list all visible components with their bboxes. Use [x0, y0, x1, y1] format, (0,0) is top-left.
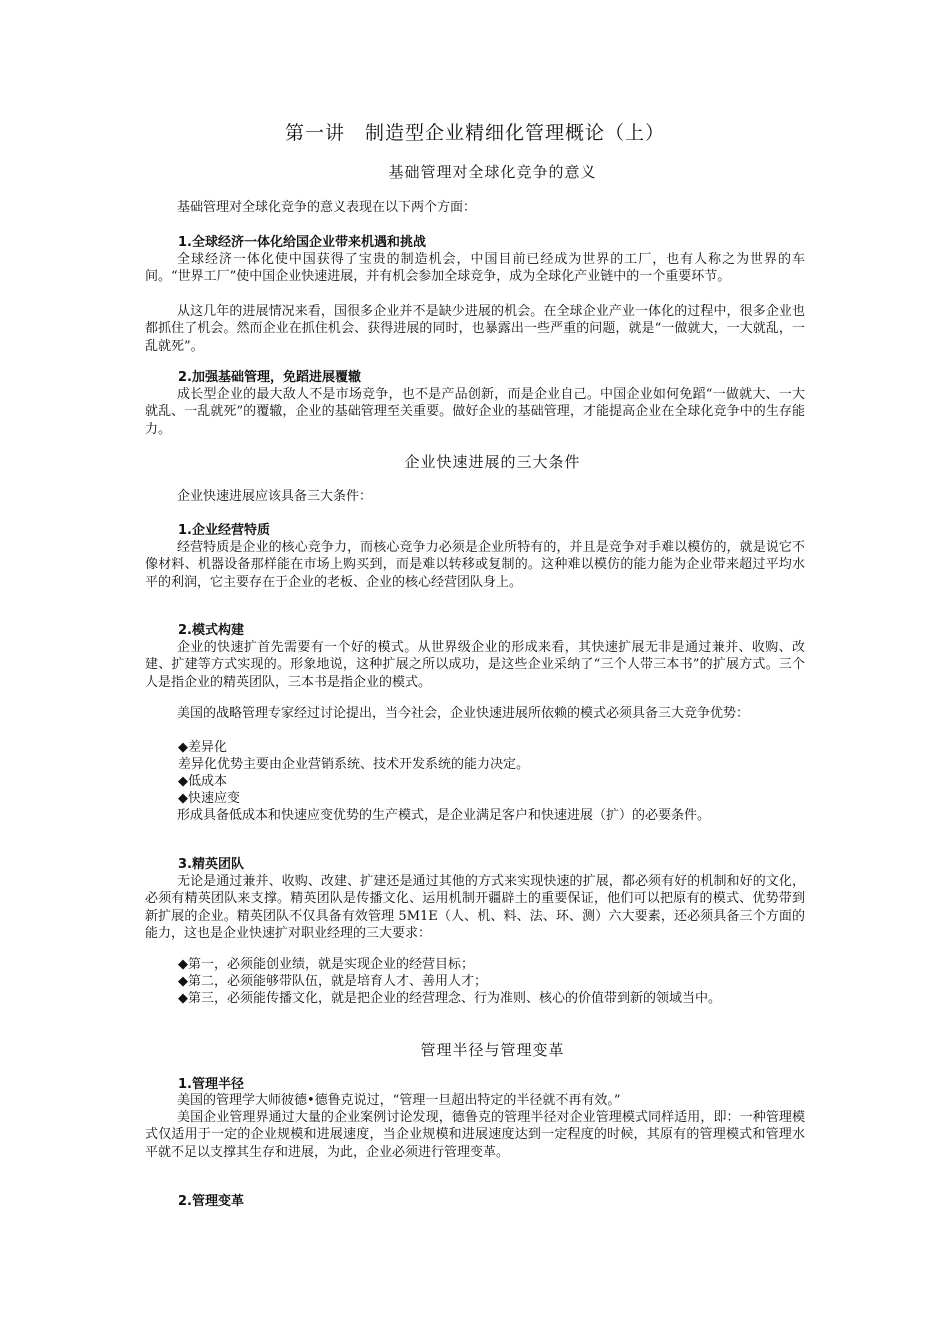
diamond-bullet-icon: ◆	[178, 774, 188, 789]
paragraph: 美国的战略管理专家经过讨论提出，当今社会，企业快速进展所依赖的模式必须具备三大竞争优势：	[177, 706, 750, 721]
section-intro: 企业快速进展应该具备三大条件：	[177, 489, 373, 504]
subheading: 2.管理变革	[178, 1194, 244, 1209]
subheading: 2.加强基础管理，免蹈进展覆辙	[178, 370, 361, 385]
subheading: 2.模式构建	[178, 623, 244, 638]
diamond-bullet-icon: ◆	[178, 991, 188, 1006]
bullet-item: ◆第一，必须能创业绩，就是实现企业的经营目标；	[178, 957, 475, 972]
paragraph: 形成具备低成本和快速应变优势的生产模式，是企业满足客户和快速进展（扩）的必要条件。	[177, 808, 711, 823]
paragraph: 从这几年的进展情况来看，国很多企业并不是缺少进展的机会。在全球企业产业一体化的过程中，很多企业也都抓住了机会。然而企业在抓住机会、获得进展的同时，也暴露出一些严重的问题，就是“一做就大，一大就乱，一乱就死”。	[145, 304, 805, 354]
bullet-item: ◆差异化	[178, 740, 228, 755]
paragraph: 企业的快速扩首先需要有一个好的模式。从世界级企业的形成来看，其快速扩展无非是通过兼并、收购、改建、扩建等方式实现的。形象地说，这种扩展之所以成功，是这些企业采纳了“三个人带三本书”的扩展方式。三个人是指企业的精英团队，三本书是指企业的模式。	[145, 640, 805, 690]
subheading: 1.管理半径	[178, 1077, 244, 1092]
paragraph: 全球经济一体化使中国获得了宝贵的制造机会，中国目前已经成为世界的工厂，也有人称之为世界的车间。“世界工厂”使中国企业快速进展，并有机会参加全球竞争，成为全球化产业链中的一个重要环节。	[145, 252, 805, 285]
bullet-item: ◆第二，必须能够带队伍，就是培育人才、善用人才；	[178, 974, 488, 989]
section-heading-conditions: 企业快速进展的三大条件	[404, 453, 581, 471]
bullet-item: ◆第三，必须能传播文化，就是把企业的经营理念、行为准则、核心的价值带到新的领域当中。	[178, 991, 722, 1006]
diamond-bullet-icon: ◆	[178, 974, 188, 989]
paragraph: 经营特质是企业的核心竞争力，而核心竞争力必须是企业所特有的，并且是竞争对手难以模仿的，就是说它不像材料、机器设备那样能在市场上购买到，而是难以转移或复制的。这种难以模仿的能力能为企业带来超过平均水平的利润，它主要存在于企业的老板、企业的核心经营团队身上。	[145, 540, 805, 590]
subheading: 1.企业经营特质	[178, 523, 270, 538]
diamond-bullet-icon: ◆	[178, 740, 188, 755]
diamond-bullet-icon: ◆	[178, 957, 188, 972]
bullet-item: ◆低成本	[178, 774, 228, 789]
section-heading-radius: 管理半径与管理变革	[420, 1041, 565, 1059]
paragraph: 成长型企业的最大敌人不是市场竞争，也不是产品创新，而是企业自己。中国企业如何免蹈“一做就大、一大就乱、一乱就死”的覆辙，企业的基础管理至关重要。做好企业的基础管理，才能提高企业在全球化竞争中的生存能力。	[145, 387, 805, 437]
bullet-item: ◆快速应变	[178, 791, 241, 806]
subheading: 3.精英团队	[178, 857, 244, 872]
bullet-description: 差异化优势主要由企业营销系统、技术开发系统的能力决定。	[178, 757, 530, 772]
diamond-bullet-icon: ◆	[178, 791, 188, 806]
section-intro: 基础管理对全球化竞争的意义表现在以下两个方面：	[177, 200, 477, 215]
section-heading-foundation: 基础管理对全球化竞争的意义	[388, 163, 597, 181]
paragraph: 美国企业管理界通过大量的企业案例讨论发现，德鲁克的管理半径对企业管理模式同样适用，即：一种管理模式仅适用于一定的企业规模和进展速度，当企业规模和进展速度达到一定程度的时候，其原有的管理模式和管理水平就不足以支撑其生存和进展，为此，企业必须进行管理变革。	[145, 1110, 805, 1160]
paragraph: 无论是通过兼并、收购、改建、扩建还是通过其他的方式来实现快速的扩展，都必须有好的机制和好的文化，必须有精英团队来支撑。精英团队是传播文化、运用机制开疆辟土的重要保证，他们可以把原有的模式、优势带到新扩展的企业。精英团队不仅具备有效管理 5M1E（人、机、料、法、环、测）六大要素，还必须具备三个方面的能力，这也是企业快速扩对职业经理的三大要求：	[145, 874, 805, 942]
document-title: 第一讲 制造型企业精细化管理概论（上）	[284, 122, 665, 144]
subheading: 1.全球经济一体化给国企业带来机遇和挑战	[178, 235, 426, 250]
paragraph: 美国的管理学大师彼德•德鲁克说过，“管理一旦超出特定的半径就不再有效。”	[177, 1093, 621, 1108]
